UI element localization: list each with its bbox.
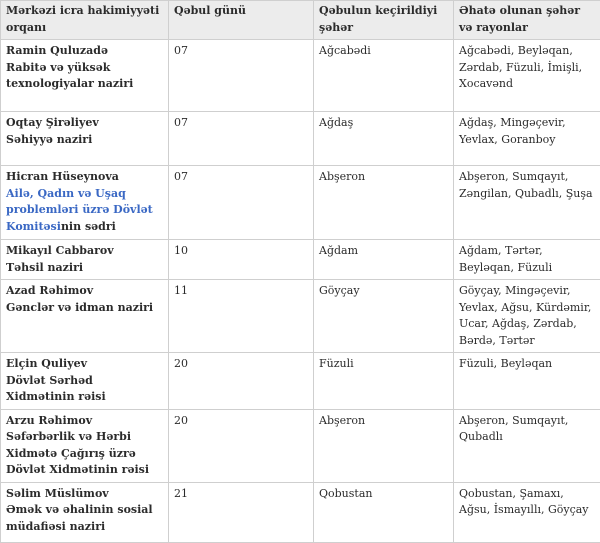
table-header-row: [1, 1, 600, 40]
official-name: Səlim Müslümov: [6, 486, 163, 503]
official-cell: [1, 240, 169, 280]
reception-city: Ağcabədi: [314, 40, 454, 112]
reception-city: Ağdam: [314, 240, 454, 280]
reception-city: Füzuli: [314, 353, 454, 410]
official-title: Təhsil naziri: [6, 261, 83, 274]
reception-day: 07: [169, 40, 314, 112]
official-title: Gənclər və idman naziri: [6, 301, 153, 314]
reception-city: Qobustan: [314, 482, 454, 542]
reception-day: 21: [169, 482, 314, 542]
official-name: Arzu Rəhimov: [6, 413, 163, 430]
table-row: [1, 482, 600, 542]
official-name: Hicran Hüseynova: [6, 169, 163, 186]
official-title: Səfərbərlik və Hərbi Xidmətə Çağırış üzrə Dövlət Xidmətinin rəisi: [6, 430, 149, 476]
covered-regions: Ağdaş, Mingəçevir, Yevlax, Goranboy: [454, 112, 600, 166]
header-agency: Mərkəzi icra hakimiyyəti orqanı: [1, 1, 169, 40]
table-row: [1, 240, 600, 280]
official-cell: [1, 280, 169, 353]
official-name: Oqtay Şirəliyev: [6, 115, 163, 132]
official-cell: [1, 40, 169, 112]
table-row: [1, 166, 600, 240]
reception-day: 20: [169, 353, 314, 410]
official-name: Ramin Quluzadə: [6, 43, 163, 60]
official-cell: [1, 166, 169, 240]
official-title: Dövlət Sərhəd Xidmətinin rəisi: [6, 374, 106, 404]
covered-regions: Ağdam, Tərtər, Beyləqan, Füzuli: [454, 240, 600, 280]
official-cell: [1, 409, 169, 482]
covered-regions: Abşeron, Sumqayıt, Zəngilan, Qubadlı, Şuşa: [454, 166, 600, 240]
table-row: [1, 353, 600, 410]
reception-day: 07: [169, 166, 314, 240]
official-cell: [1, 112, 169, 166]
covered-regions: Göyçay, Mingəçevir, Yevlax, Ağsu, Kürdəmir, Ucar, Ağdaş, Zərdab, Bərdə, Tərtər: [454, 280, 600, 353]
reception-day: 07: [169, 112, 314, 166]
official-name: Elçin Quliyev: [6, 356, 163, 373]
official-title: Rabitə və yüksək texnologiyalar naziri: [6, 61, 133, 91]
covered-regions: Ağcabədi, Beyləqan, Zərdab, Füzuli, İmişli, Xocavənd: [454, 40, 600, 112]
official-cell: [1, 353, 169, 410]
table-row: [1, 40, 600, 112]
reception-day: 20: [169, 409, 314, 482]
reception-city: Abşeron: [314, 166, 454, 240]
covered-regions: Füzuli, Beyləqan: [454, 353, 600, 410]
reception-city: Abşeron: [314, 409, 454, 482]
reception-day: 11: [169, 280, 314, 353]
official-title: Səhiyyə naziri: [6, 133, 92, 146]
official-cell: [1, 482, 169, 542]
covered-regions: Qobustan, Şamaxı, Ağsu, İsmayıllı, Göyçay: [454, 482, 600, 542]
header-reception-city: Qəbulun keçirildiyi şəhər: [314, 1, 454, 40]
state-committee-link[interactable]: Ailə, Qadın və Uşaq problemləri üzrə Dövlət Komitəsi: [6, 187, 153, 233]
header-covered-regions: Əhatə olunan şəhər və rayonlar: [454, 1, 600, 40]
official-title-suffix: nin sədri: [61, 220, 116, 233]
header-reception-day: Qəbul günü: [169, 1, 314, 40]
table-row: [1, 409, 600, 482]
official-title: Əmək və əhalinin sosial müdafiəsi naziri: [6, 503, 153, 533]
official-name: Mikayıl Cabbarov: [6, 243, 163, 260]
reception-day: 10: [169, 240, 314, 280]
table-row: [1, 112, 600, 166]
official-name: Azad Rəhimov: [6, 283, 163, 300]
reception-city: Göyçay: [314, 280, 454, 353]
reception-city: Ağdaş: [314, 112, 454, 166]
table-row: [1, 280, 600, 353]
covered-regions: Abşeron, Sumqayıt, Qubadlı: [454, 409, 600, 482]
